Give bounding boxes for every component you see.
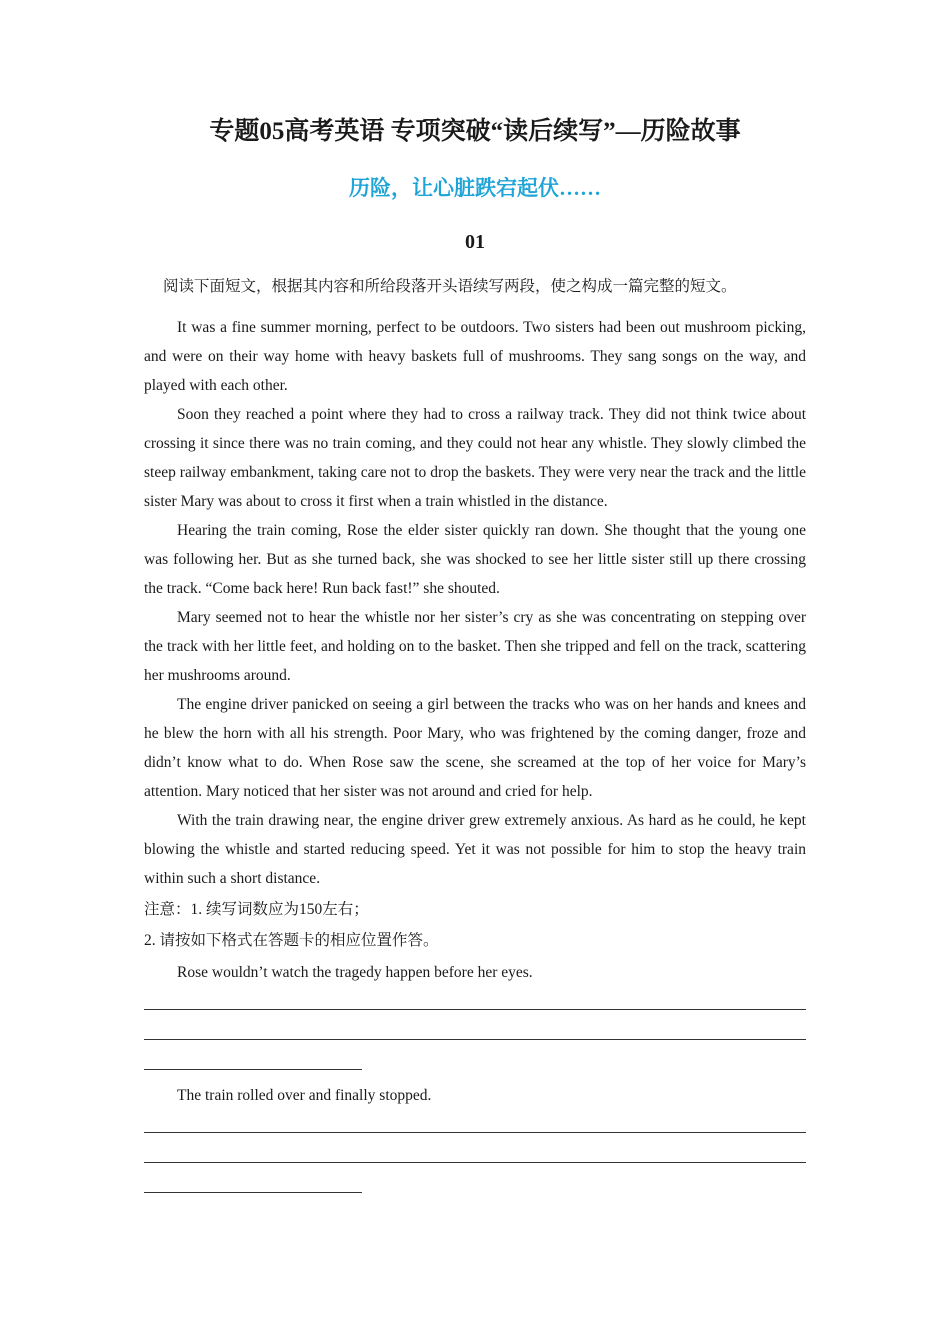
story-paragraph: Soon they reached a point where they had to cross a railway track. They did not think twice about crossing it since there was no train coming, and they could not hear any whistle. They slowly climbed the steep railway embankment, taking care not to drop the baskets. They were very near the track and the little sister Mary was about to cross it first when a train whistled in the distance.	[144, 406, 806, 510]
section-number: 01	[465, 231, 485, 253]
continuation-prompt-2: The train rolled over and finally stopped.	[177, 1087, 432, 1104]
answer-line	[144, 1192, 362, 1193]
story-body	[144, 313, 806, 1203]
document-subtitle: 历险，让心脏跌宕起伏……	[349, 176, 601, 200]
story-paragraph: With the train drawing near, the engine driver grew extremely anxious. As hard as he could, he kept blowing the whistle and started reducing speed. Yet it was not possible for him to stop the heavy train within such a short distance.	[144, 812, 806, 887]
answer-area-2[interactable]	[144, 1110, 806, 1203]
note-format: 2. 请按如下格式在答题卡的相应位置作答。	[144, 932, 439, 949]
answer-line	[144, 1069, 362, 1070]
instruction-text: 阅读下面短文，根据其内容和所给段落开头语续写两段，使之构成一篇完整的短文。	[163, 278, 737, 295]
answer-line	[144, 1039, 806, 1040]
story-paragraph: Hearing the train coming, Rose the elder sister quickly ran down. She thought that the young one was following her. But as she turned back, she was shocked to see her little sister still up there crossing the track. “Come back here! Run back fast!” she shouted.	[144, 522, 806, 597]
story-paragraph: It was a fine summer morning, perfect to be outdoors. Two sisters had been out mushroom picking, and were on their way home with heavy baskets full of mushrooms. They sang songs on the way, and played with each other.	[144, 319, 806, 394]
answer-line	[144, 1132, 806, 1133]
story-paragraph: Mary seemed not to hear the whistle nor her sister’s cry as she was concentrating on stepping over the track with her little feet, and holding on to the basket. Then she tripped and fell on the track, scattering her mushrooms around.	[144, 609, 806, 684]
story-paragraph: The engine driver panicked on seeing a girl between the tracks who was on her hands and knees and he blew the horn with all his strength. Poor Mary, who was frightened by the coming danger, froze and didn’t know what to do. When Rose saw the scene, she screamed at the top of her voice for Mary’s attention. Mary noticed that her sister was not around and cried for help.	[144, 696, 806, 800]
answer-line	[144, 1009, 806, 1010]
note-word-count: 注意：1. 续写词数应为150左右；	[144, 901, 369, 918]
document-title: 专题05高考英语 专项突破“读后续写”—历险故事	[209, 118, 741, 145]
continuation-prompt-1: Rose wouldn’t watch the tragedy happen before her eyes.	[177, 964, 533, 981]
answer-line	[144, 1162, 806, 1163]
answer-area-1[interactable]	[144, 987, 806, 1080]
